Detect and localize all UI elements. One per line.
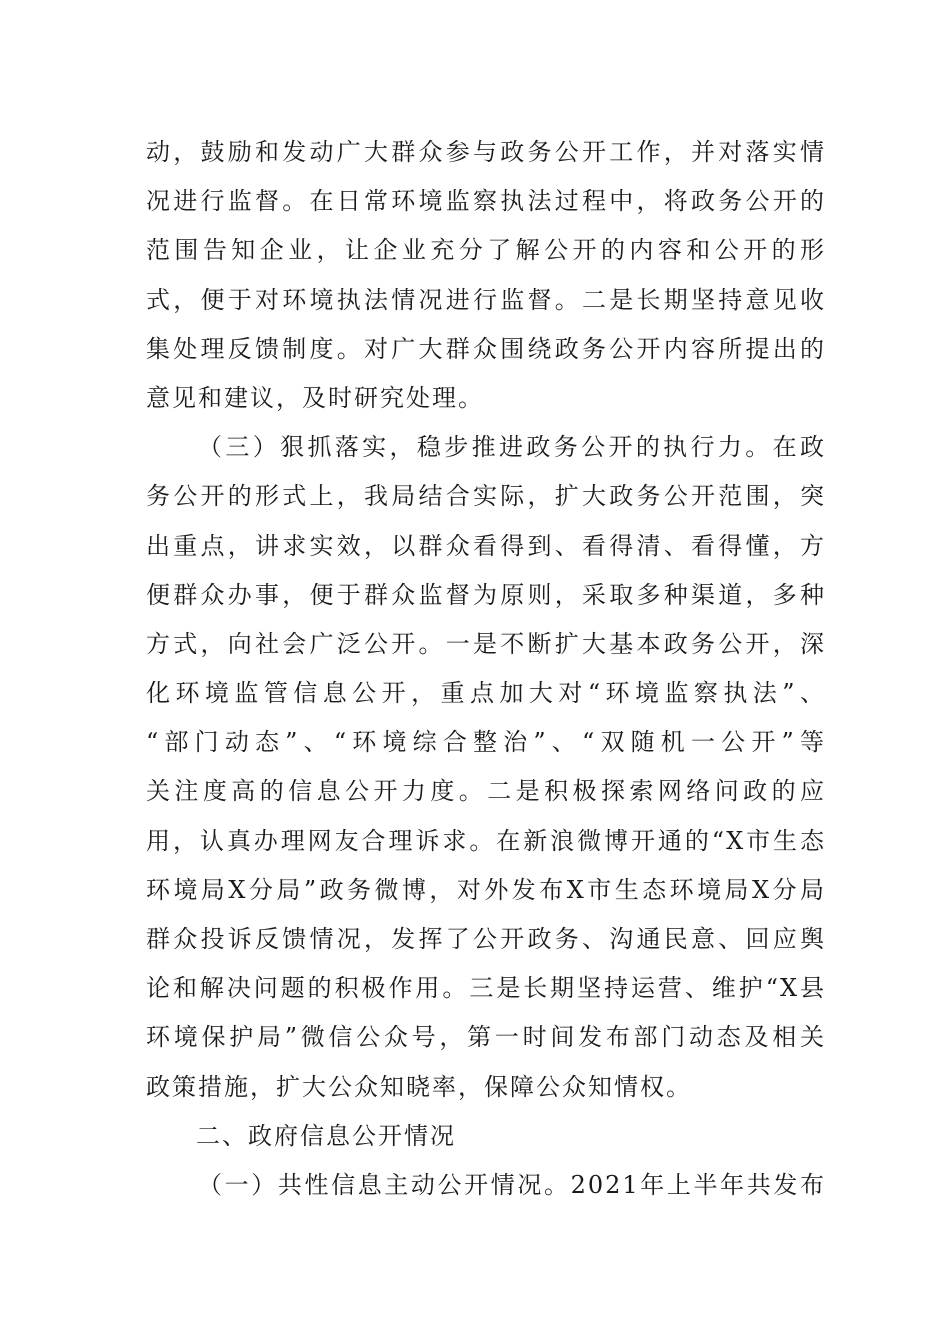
text-line: 政策措施，扩大公众知晓率，保障公众知情权。 <box>146 1072 692 1101</box>
text-line: “部门动态”、“环境综合整治”、“双随机一公开”等 <box>146 728 826 757</box>
document-body <box>146 128 826 1210</box>
text-line: 集处理反馈制度。对广大群众围绕政务公开内容所提出的 <box>146 334 826 363</box>
text-line: 动，鼓励和发动广大群众参与政务公开工作，并对落实情 <box>146 138 826 166</box>
paragraph-start-line: （三）狠抓落实，稳步推进政务公开的执行力。在政 <box>198 433 826 462</box>
section-heading: 二、政府信息公开情况 <box>196 1121 456 1150</box>
text-line: 关注度高的信息公开力度。二是积极探索网络问政的应 <box>146 777 826 806</box>
text-line: 便群众办事，便于群众监督为原则，采取多种渠道，多种 <box>146 580 826 609</box>
text-line: 意见和建议，及时研究处理。 <box>146 383 484 412</box>
text-line: 方式，向社会广泛公开。一是不断扩大基本政务公开，深 <box>146 629 826 658</box>
text-line: 出重点，讲求实效，以群众看得到、看得清、看得懂，方 <box>146 531 826 560</box>
text-line: 况进行监督。在日常环境监察执法过程中，将政务公开的 <box>146 187 826 216</box>
text-line: 范围告知企业，让企业充分了解公开的内容和公开的形 <box>146 236 826 265</box>
paragraph-start-line: （一）共性信息主动公开情况。2021年上半年共发布 <box>198 1170 826 1199</box>
text-line: 务公开的形式上，我局结合实际，扩大政务公开范围，突 <box>146 482 826 511</box>
text-line: 式，便于对环境执法情况进行监督。二是长期坚持意见收 <box>146 285 826 314</box>
text-line: 群众投诉反馈情况，发挥了公开政务、沟通民意、回应舆 <box>146 925 826 953</box>
text-line: 用，认真办理网友合理诉求。在新浪微博开通的“X市生态 <box>146 826 826 855</box>
text-line: 环境保护局”微信公众号，第一时间发布部门动态及相关 <box>146 1023 826 1052</box>
text-line: 论和解决问题的积极作用。三是长期坚持运营、维护“X县 <box>146 974 826 1003</box>
text-line: 环境局X分局”政务微博，对外发布X市生态环境局X分局 <box>146 875 826 904</box>
text-line: 化环境监管信息公开，重点加大对“环境监察执法”、 <box>146 679 826 708</box>
